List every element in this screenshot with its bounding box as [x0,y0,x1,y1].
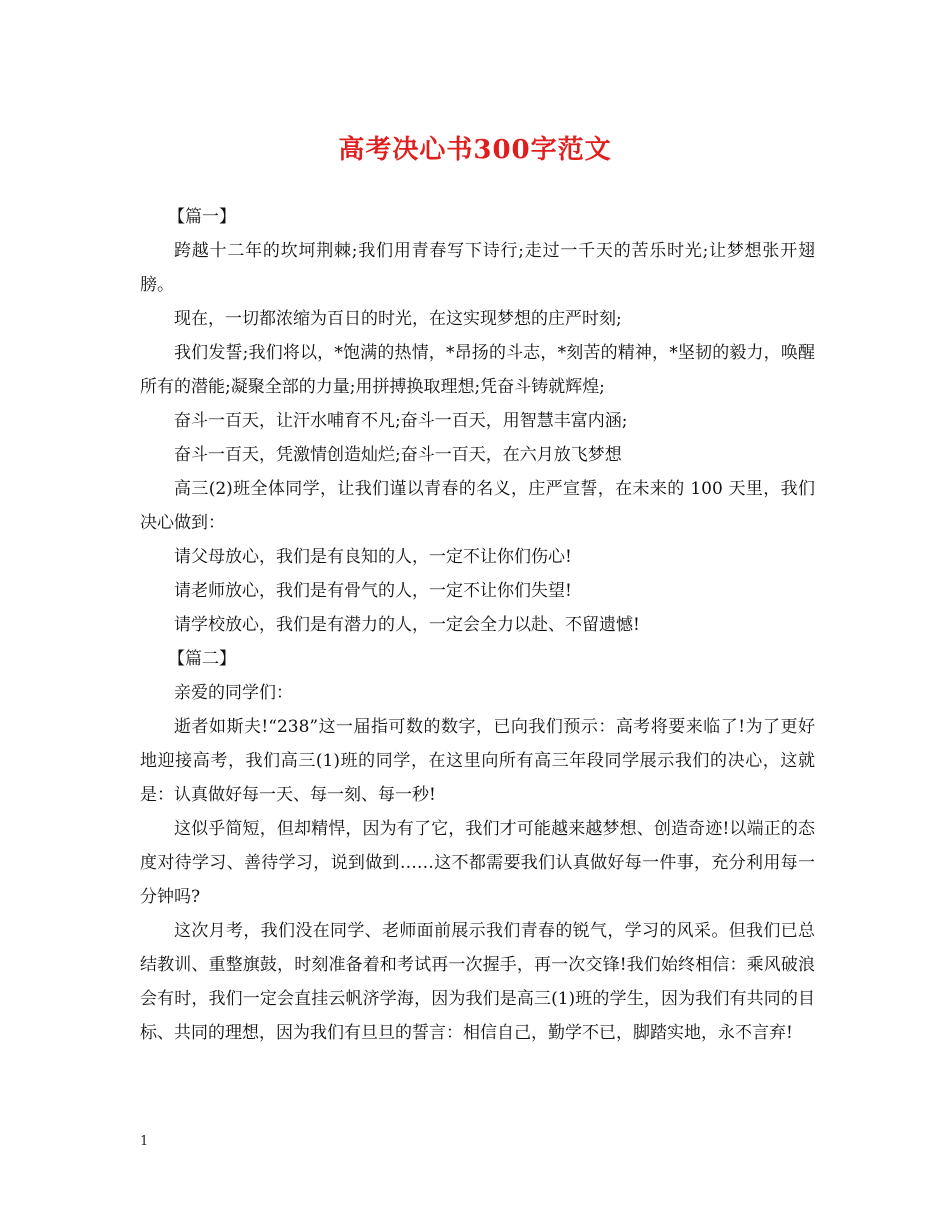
page-number: 1 [140,1134,149,1149]
paragraph: 现在，一切都浓缩为百日的时光，在这实现梦想的庄严时刻; [174,309,622,329]
paragraph: 请老师放心，我们是有骨气的人，一定不让你们失望! [174,581,572,601]
paragraph: 这次月考，我们没在同学、老师面前展示我们青春的锐气，学习的风采。但我们已总结教训、重整旗鼓，时刻准备着和考试再一次握手，再一次交锋!我们始终相信：乘风破浪会有时，我们一定会直挂云帆济学海，因为我们是高三(1)班的学生，因为我们有共同的目标、共同的理想，因为我们有旦旦的誓言：相信自己，勤学不已，脚踏实地，永不言弃! [140,921,815,1043]
document-title: 高考决心书300字范文 [338,135,612,165]
paragraph: 我们发誓;我们将以，*饱满的热情，*昂扬的斗志，*刻苦的精神，*坚韧的毅力，唤醒所有的潜能;凝聚全部的力量;用拼搏换取理想;凭奋斗铸就辉煌; [140,343,815,397]
paragraph: 请父母放心，我们是有良知的人，一定不让你们伤心! [174,547,572,567]
paragraph: 跨越十二年的坎坷荆棘;我们用青春写下诗行;走过一千天的苦乐时光;让梦想张开翅膀。 [140,241,815,295]
paragraph: 亲爱的同学们： [174,683,293,703]
paragraph: 逝者如斯夫!“238”这一届指可数的数字，已向我们预示：高考将要来临了!为了更好地迎接高考，我们高三(1)班的同学，在这里向所有高三年段同学展示我们的决心，这就是：认真做好每一天、每一刻、每一秒! [140,717,815,805]
paragraph: 请学校放心，我们是有潜力的人，一定会全力以赴、不留遗憾! [174,615,640,635]
paragraph: 奋斗一百天，让汗水哺育不凡;奋斗一百天，用智慧丰富内涵; [174,411,628,431]
paragraph: 这似乎简短，但却精悍，因为有了它，我们才可能越来越梦想、创造奇迹!以端正的态度对待学习、善待学习，说到做到……这不都需要我们认真做好每一件事，充分利用每一分钟吗? [140,819,815,907]
section-heading-1: 【篇一】 [168,207,236,227]
paragraph: 高三(2)班全体同学，让我们谨以青春的名义，庄严宣誓，在未来的 100 天里，我们决心做到： [140,479,815,533]
section-heading-2: 【篇二】 [168,649,236,669]
document-body [140,200,815,1050]
paragraph: 奋斗一百天，凭激情创造灿烂;奋斗一百天，在六月放飞梦想 [174,445,622,465]
